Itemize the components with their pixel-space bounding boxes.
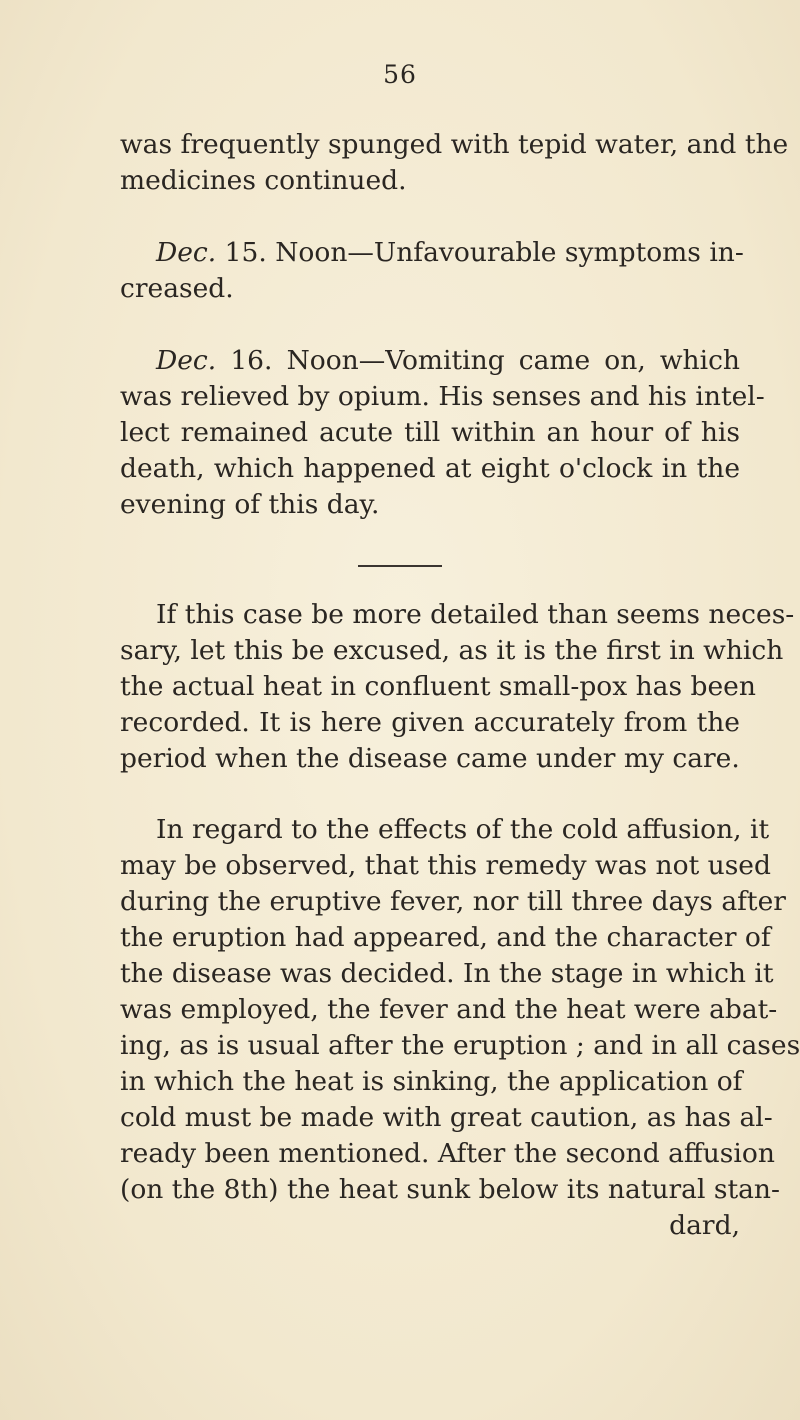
text-line: cold must be made with great caution, as has al- bbox=[120, 1102, 773, 1133]
date-label: Dec. bbox=[156, 237, 217, 268]
text-line: medicines continued. bbox=[120, 165, 407, 196]
text-line: recorded. It is here given accurately from the bbox=[120, 707, 740, 738]
diary-entry-dec16 bbox=[156, 343, 740, 379]
text-line: in which the heat is sinking, the application of bbox=[120, 1066, 743, 1097]
text-line: ing, as is usual after the eruption ; and in all cases bbox=[120, 1030, 800, 1061]
entry-text: Noon—Unfavourable symptoms in- bbox=[275, 237, 744, 268]
text-line: the disease was decided. In the stage in which it bbox=[120, 958, 774, 989]
text-line: If this case be more detailed than seems neces- bbox=[156, 599, 795, 630]
text-line: In regard to the effects of the cold affusion, it bbox=[156, 814, 770, 845]
entry-text: Noon—Vomiting came on, which bbox=[286, 345, 740, 376]
catchword: dard, bbox=[669, 1210, 740, 1241]
date-day: 16. bbox=[230, 345, 273, 376]
text-line: lect remained acute till within an hour of his bbox=[120, 417, 740, 448]
text-line: sary, let this be excused, as it is the first in which bbox=[120, 635, 784, 666]
section-divider bbox=[358, 565, 442, 567]
date-label: Dec. bbox=[156, 345, 217, 376]
page-number: 56 bbox=[383, 60, 417, 89]
text-line: was employed, the fever and the heat were abat- bbox=[120, 994, 778, 1025]
date-day: 15. bbox=[224, 237, 267, 268]
text-line: the actual heat in confluent small-pox has been bbox=[120, 671, 756, 702]
text-line: period when the disease came under my care. bbox=[120, 743, 740, 774]
diary-entry-dec15 bbox=[156, 235, 744, 271]
text-line: death, which happened at eight o'clock in the bbox=[120, 453, 740, 484]
text-line: during the eruptive fever, nor till three days after bbox=[120, 886, 786, 917]
text-line: was relieved by opium. His senses and his intel- bbox=[120, 381, 765, 412]
text-line: was frequently spunged with tepid water, and the bbox=[120, 129, 789, 160]
text-line: evening of this day. bbox=[120, 489, 380, 520]
text-line: (on the 8th) the heat sunk below its natural stan- bbox=[120, 1174, 780, 1205]
text-line: the eruption had appeared, and the character of bbox=[120, 922, 771, 953]
text-line: creased. bbox=[120, 273, 234, 304]
text-line: ready been mentioned. After the second affusion bbox=[120, 1138, 775, 1169]
text-line: may be observed, that this remedy was not used bbox=[120, 850, 771, 881]
